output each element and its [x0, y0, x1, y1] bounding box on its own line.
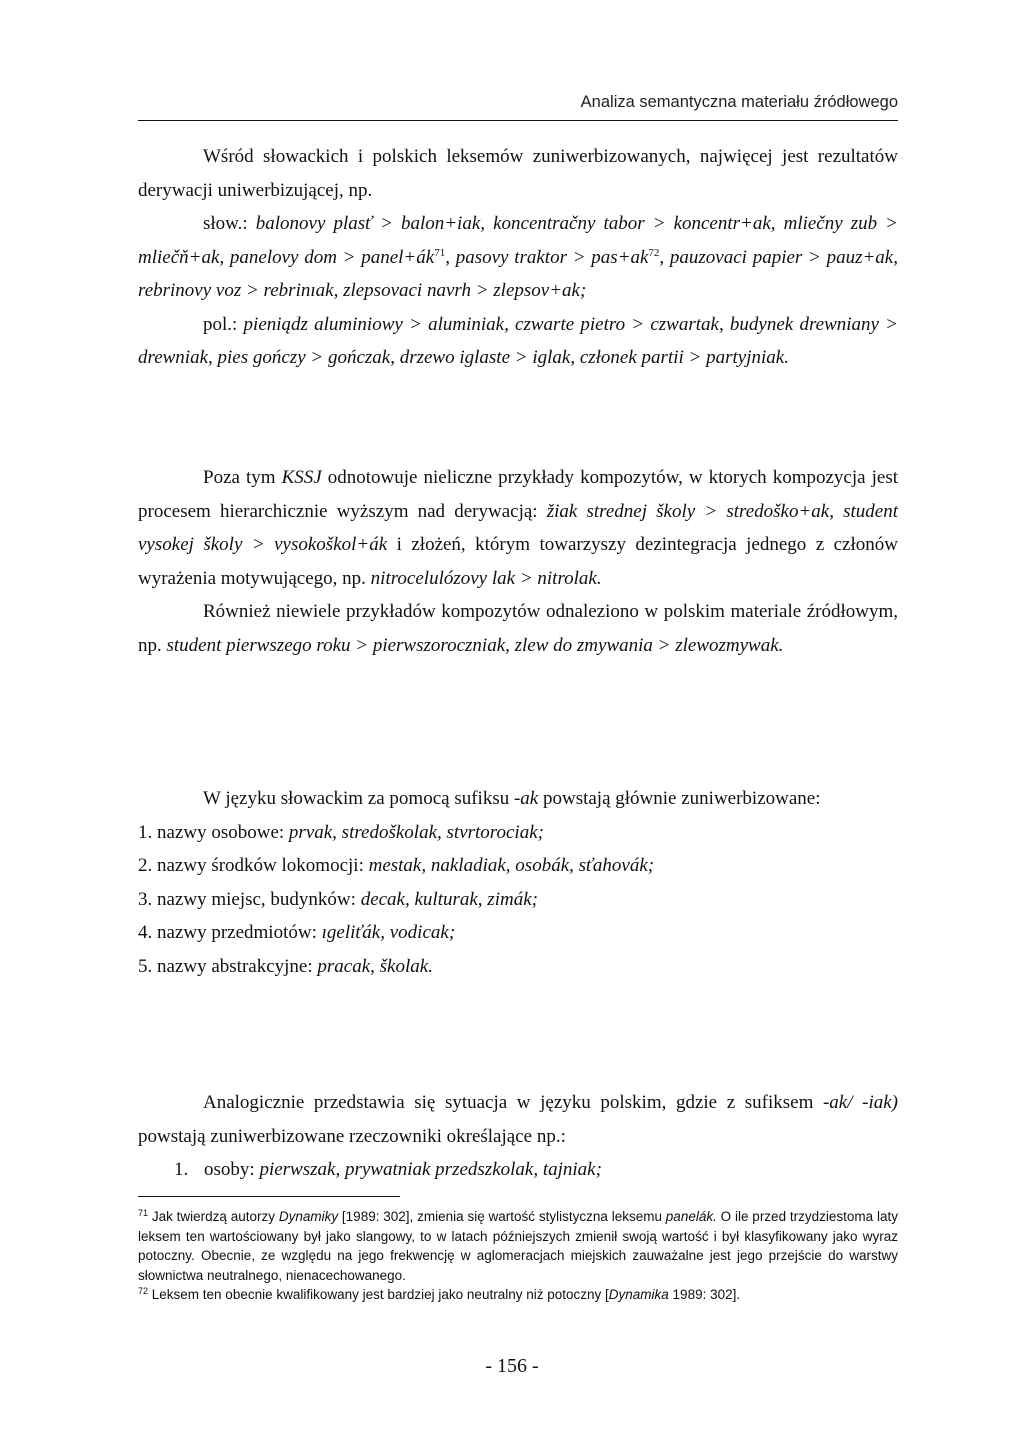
kssj-text-3: i złożeń, którym towarzyszy dezintegracja jednego z członów wyrażenia motywującego, np. [138, 534, 898, 589]
footnote-work-title: Dynamika [608, 1287, 669, 1302]
list-item-number: 1. [174, 1159, 189, 1180]
list-item [138, 1153, 898, 1187]
footnote-text: Jak twierdzą autorzy [148, 1209, 279, 1224]
intro-text: Wśród słowackich i polskich leksemów zuniwerbizowanych, najwięcej jest rezultatów derywacji uniwerbizującej, np. [138, 146, 898, 201]
pl-suffix-text-2: powstają zuniwerbizowane rzeczowniki określające np.: [138, 1125, 566, 1147]
slovak-categories-list [138, 816, 898, 984]
paragraph-kompozyty [138, 461, 898, 662]
list-item-label: 2. nazwy środków lokomocji: [138, 855, 369, 876]
footnote-text: O ile przed trzydziestoma laty leksem ten wartościowany był jako slangowy, to w latach późniejszych zmienił swoją wartość i był klasyfikowany jako wyraz potoczny. Obecnie, ze względu na jego frekwencję w aglomeracjach miejskich zauważalne jest jego przejście do warstwy słownictwa neutralnego, nienacechowanego. [138, 1209, 898, 1283]
list-item-label: 5. nazwy abstrakcyjne: [138, 955, 318, 977]
compound-examples: žiak strednej školy > stredoško+ak, student vysokej školy > vysokoškol+ák [138, 500, 899, 555]
paragraph-uniwerbizacja [138, 140, 898, 375]
footnote-separator [138, 1196, 400, 1197]
slovak-label: słow.: [203, 213, 256, 234]
running-header: Analiza semantyczna materiału źródłowego [580, 93, 898, 111]
polish-compound-examples: student pierwszego roku > pierwszoroczniak, zlew do zmywania > zlewozmywak. [166, 634, 784, 656]
list-item [138, 916, 898, 950]
header-rule [138, 120, 898, 121]
slovak-items-a: balonovy plasť > balon+iak, koncentračny tabor > koncentr+ak, mliečny zub > mliečň+ak, panelovy dom > panel+ák [138, 213, 898, 268]
footnote-number: 72 [138, 1286, 149, 1296]
list-item-examples: ıgeliťák, vodicak; [321, 922, 456, 943]
polish-items: pieniądz aluminiowy > aluminiak, czwarte pietro > czwartak, budynek drewniany > drewniak, pies gończy > gończak, drzewo iglaste > iglak, członek partii > partyjniak. [138, 313, 899, 368]
footnote-text: [1989: 302], zmienia się wartość stylistyczna leksemu [338, 1209, 666, 1224]
pl-suffix-intro [138, 1086, 898, 1153]
footnote-work-title: Dynamiky [278, 1209, 339, 1224]
footnote-ref-71[interactable]: 71 [434, 246, 446, 259]
footnote-text: 1989: 302]. [668, 1287, 741, 1302]
paragraph-sufiks-sk [138, 782, 898, 983]
list-item [138, 849, 898, 883]
footnote-number: 71 [138, 1208, 149, 1218]
sk-suffix-intro [138, 782, 898, 816]
kssj-text-2: odnotowuje nieliczne przykłady kompozytów, w ktorych kompozycja jest procesem hierarchicznie wyższym nad derywacją: [138, 467, 898, 522]
list-item-label: 1. nazwy osobowe: [138, 821, 289, 843]
page-number: - 156 - [485, 1355, 539, 1377]
slovak-items-c: , pauzovaci papier > pauz+ak, rebrinovy voz > rebrinıak, zlepsovaci navrh > zlepsov+ak; [138, 246, 898, 301]
kssj-abbreviation: KSSJ [281, 467, 322, 488]
sk-suffix-text-1: W języku słowackim za pomocą sufiksu [203, 788, 514, 809]
footnote-71 [138, 1207, 898, 1285]
paragraph-sufiks-pl [138, 1086, 898, 1187]
list-item-examples: prvak, stredoškolak, stvrtorociak; [288, 821, 544, 843]
polish-label: pol.: [203, 313, 244, 335]
polish-compounds-paragraph [138, 595, 898, 662]
list-item-examples: pracak, školak. [317, 955, 433, 977]
list-item-examples: mestak, nakladiak, osobák, sťahovák; [368, 855, 655, 876]
slovak-examples [138, 207, 898, 308]
kssj-paragraph [138, 461, 898, 595]
footnote-text: Leksem ten obecnie kwalifikowany jest bardziej jako neutralny niż potoczny [ [148, 1287, 609, 1302]
footnote-ref-72[interactable]: 72 [648, 246, 660, 259]
slovak-items-b: , pasovy traktor > pas+ak [445, 246, 649, 268]
polish-categories-list [138, 1153, 898, 1187]
pl-suffix: -ak/ -iak) [822, 1092, 898, 1113]
pl-suffix-text-1: Analogicznie przedstawia się sytuacja w języku polskim, gdzie z sufiksem [203, 1092, 823, 1113]
list-item-label: osoby: [204, 1159, 260, 1180]
nitrolak-example: nitrocelulózovy lak > nitrolak. [370, 567, 602, 589]
list-item [138, 883, 898, 917]
footnote-72 [138, 1285, 898, 1305]
sk-suffix: -ak [513, 788, 539, 809]
list-item-label: 3. nazwy miejsc, budynków: [138, 888, 361, 910]
kssj-text-1: Poza tym [203, 467, 282, 488]
footnotes [138, 1207, 898, 1305]
list-item-label: 4. nazwy przedmiotów: [138, 922, 322, 943]
list-item [138, 816, 898, 850]
polish-examples [138, 308, 898, 375]
footnote-word: panelák. [665, 1209, 717, 1224]
list-item-examples: decak, kulturak, zimák; [360, 888, 538, 910]
list-item [138, 950, 898, 984]
sk-suffix-text-2: powstają głównie zuniwerbizowane: [538, 788, 821, 809]
list-item-examples: pierwszak, prywatniak przedszkolak, tajniak; [259, 1159, 602, 1180]
polish-compounds-text: Również niewiele przykładów kompozytów odnaleziono w polskim materiale źródłowym, np. [138, 601, 898, 656]
